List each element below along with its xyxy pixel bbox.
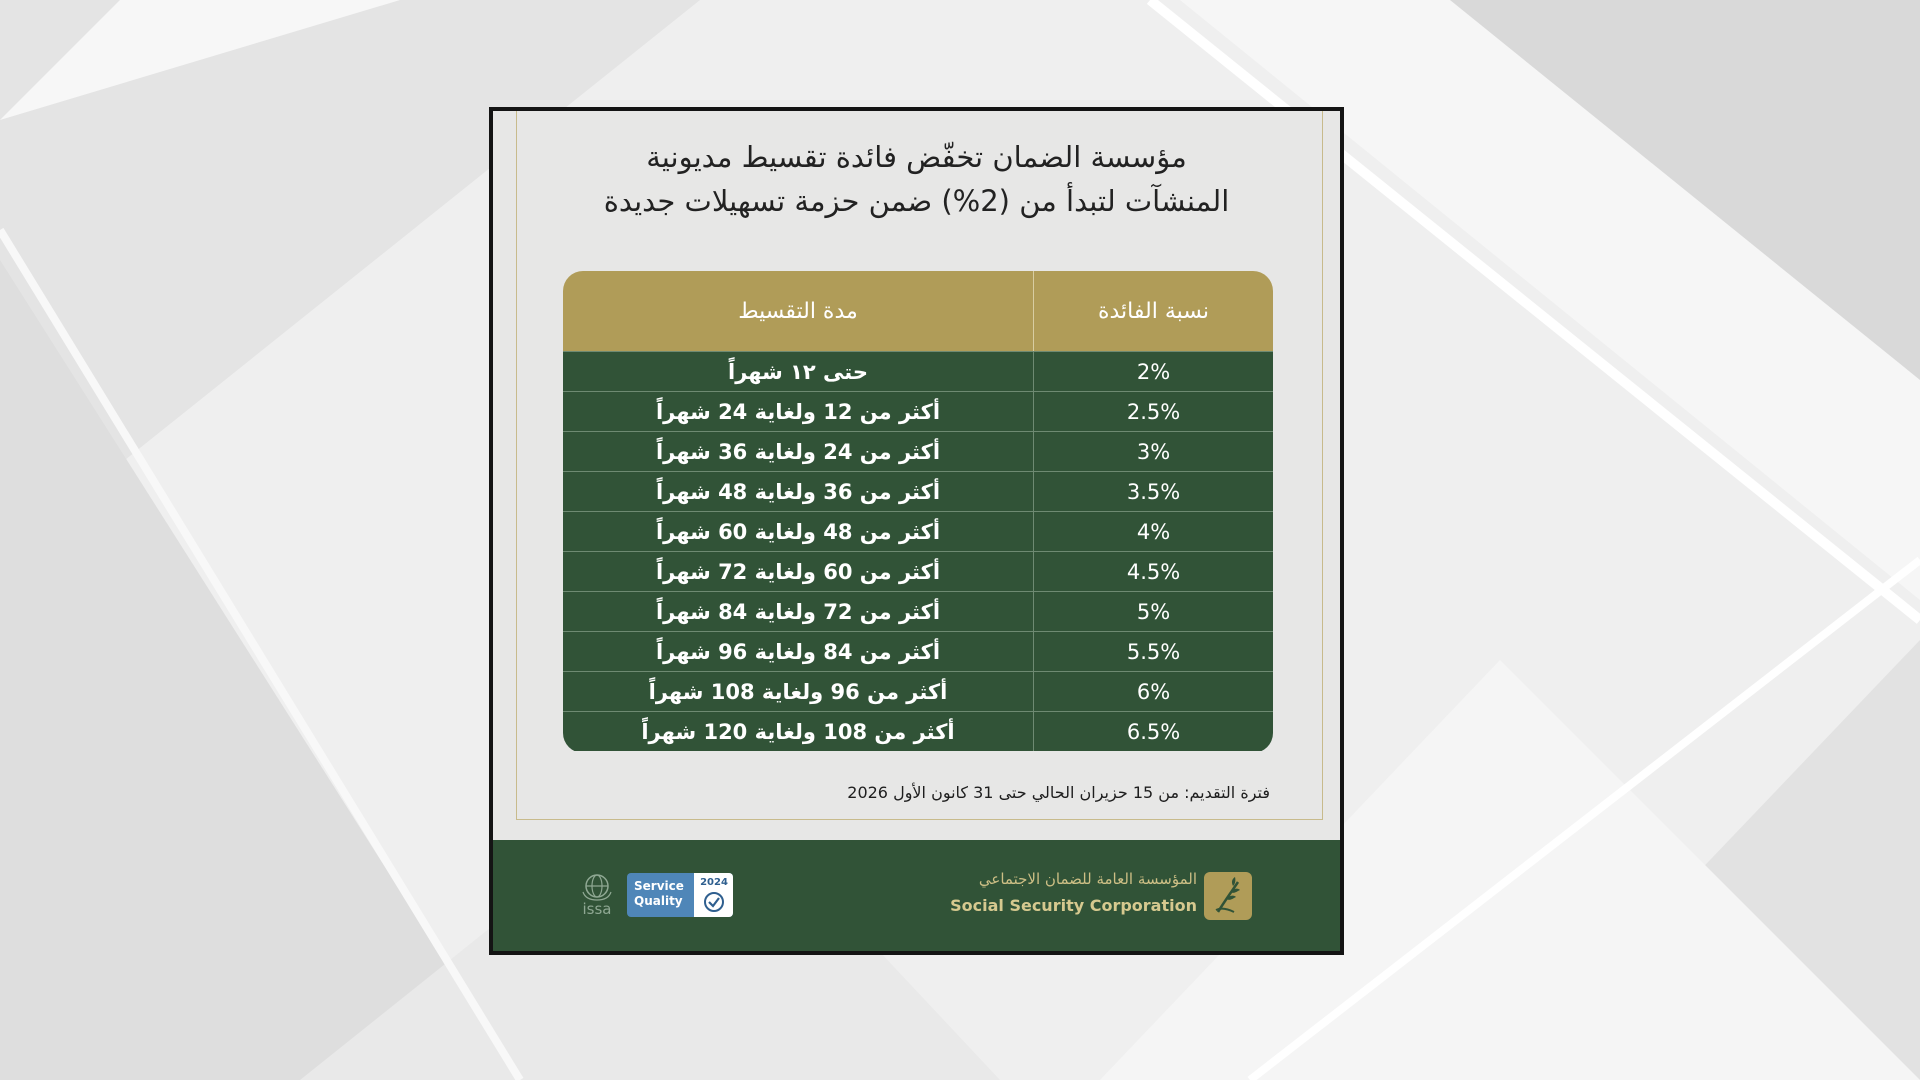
period-cell: أكثر من 48 ولغاية 60 شهراً xyxy=(563,512,1034,551)
wheat-logo-icon xyxy=(1204,872,1252,920)
rate-cell: 4.5% xyxy=(1126,559,1181,584)
period-cell: أكثر من 72 ولغاية 84 شهراً xyxy=(563,592,1034,631)
rate-cell: 3.5% xyxy=(1126,479,1181,504)
period-cell: أكثر من 108 ولغاية 120 شهراً xyxy=(563,712,1034,751)
rate-cell: 4% xyxy=(1136,519,1171,544)
period-cell: أكثر من 84 ولغاية 96 شهراً xyxy=(563,632,1034,671)
period-cell: أكثر من 36 ولغاية 48 شهراً xyxy=(563,472,1034,511)
rate-cell: 2% xyxy=(1136,359,1171,384)
badge-label: Service Quality xyxy=(634,879,684,908)
table-row xyxy=(563,591,1273,631)
org-name-english: Social Security Corporation xyxy=(950,896,1197,915)
table-header-row xyxy=(563,271,1273,351)
issa-label: issa xyxy=(582,900,612,918)
table-row xyxy=(563,511,1273,551)
period-cell: أكثر من 24 ولغاية 36 شهراً xyxy=(563,432,1034,471)
header-interest-rate: نسبة الفائدة xyxy=(1097,298,1210,324)
rate-cell: 5% xyxy=(1136,599,1171,624)
period-cell: أكثر من 12 ولغاية 24 شهراً xyxy=(563,392,1034,431)
rate-cell: 2.5% xyxy=(1126,399,1181,424)
interest-rate-table xyxy=(563,271,1273,753)
title-line-2: المنشآت لتبدأ من (2%) ضمن حزمة تسهيلات جديدة xyxy=(603,184,1230,218)
table-row xyxy=(563,671,1273,711)
org-name-arabic: المؤسسة العامة للضمان الاجتماعي xyxy=(978,870,1197,888)
application-period-note: فترة التقديم: من 15 حزيران الحالي حتى 31 كانون الأول 2026 xyxy=(847,783,1270,802)
rate-cell: 6.5% xyxy=(1126,719,1181,744)
period-cell: حتى ١٢ شهراً xyxy=(563,352,1034,391)
rate-cell: 5.5% xyxy=(1126,639,1181,664)
table-row xyxy=(563,471,1273,511)
badge-year: 2024 xyxy=(700,877,728,888)
table-row xyxy=(563,431,1273,471)
page-title xyxy=(553,135,1280,223)
rate-cell: 6% xyxy=(1136,679,1171,704)
service-quality-badge xyxy=(627,873,733,917)
table-row xyxy=(563,391,1273,431)
table-row xyxy=(563,711,1273,751)
rate-cell: 3% xyxy=(1136,439,1171,464)
service-quality-check-icon xyxy=(703,891,725,913)
header-installment-period: مدة التقسيط xyxy=(563,271,1034,351)
announcement-card xyxy=(489,107,1344,955)
period-cell: أكثر من 96 ولغاية 108 شهراً xyxy=(563,672,1034,711)
table-row xyxy=(563,631,1273,671)
title-line-1: مؤسسة الضمان تخفّض فائدة تقسيط مديونية xyxy=(646,140,1187,174)
period-cell: أكثر من 60 ولغاية 72 شهراً xyxy=(563,552,1034,591)
table-row xyxy=(563,351,1273,391)
footer-bar xyxy=(493,840,1340,951)
table-row xyxy=(563,551,1273,591)
